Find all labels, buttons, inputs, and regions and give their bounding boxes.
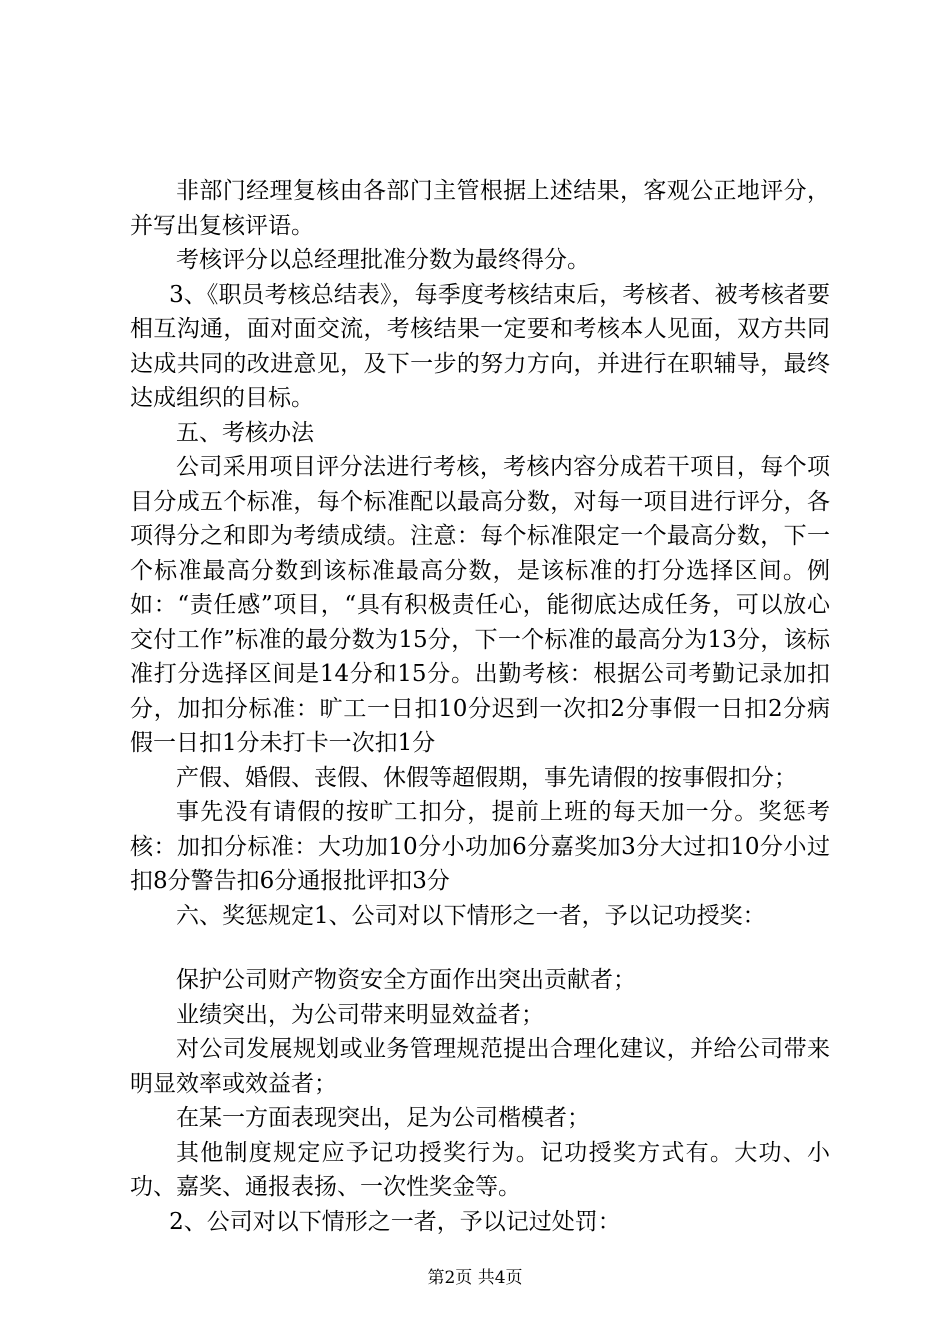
section-heading-assessment-method: 五、考核办法 — [176, 419, 314, 446]
section-heading-penalty-rules: 2、公司对以下情形之一者，予以记过处罚： — [169, 1208, 621, 1235]
document-body — [130, 174, 830, 1239]
list-item-other-rewards: 其他制度规定应予记功授奖行为。记功授奖方式有。大功、小功、嘉奖、通报表扬、一次性奖金等。 — [130, 1139, 830, 1200]
page-number-footer: 第2页 共4页 — [427, 1268, 523, 1288]
paragraph-final-score: 考核评分以总经理批准分数为最终得分。 — [176, 247, 590, 273]
list-item-outstanding-performance: 业绩突出，为公司带来明显效益者； — [176, 1001, 544, 1028]
list-item-role-model: 在某一方面表现突出，足为公司楷模者； — [176, 1105, 590, 1131]
paragraph-reward-penalty-standard: 事先没有请假的按旷工扣分，提前上班的每天加一分。奖惩考核：加扣分标准：大功加10分小功加6分嘉奖加3分大过扣10分小过扣8分警告扣6分通报批评扣3分 — [130, 799, 830, 894]
paragraph-review-scoring: 非部门经理复核由各部门主管根据上述结果，客观公正地评分，并写出复核评语。 — [130, 178, 830, 239]
list-item-property-protection: 保护公司财产物资安全方面作出突出贡献者； — [176, 967, 636, 993]
paragraph-scoring-method: 公司采用项目评分法进行考核，考核内容分成若干项目，每个项目分成五个标准，每个标准配以最高分数，对每一项目进行评分，各项得分之和即为考绩成绩。注意：每个标准限定一个最高分数，下一个标准最高分数到该标准最高分数，是该标准的打分选择区间。例如：“责任感”项目，“具有积极责任心，能彻底达成任务，可以放心交付工作”标准的最分数为15分，下一个标准的最高分为13分，该标准打分选择区间是14分和15分。出勤考核：根据公司考勤记录加扣分，加扣分标准：旷工一日扣10分迟到一次扣2分事假一日扣2分病假一日扣1分未打卡一次扣1分 — [130, 454, 830, 756]
section-heading-reward-rules: 六、奖惩规定1、公司对以下情形之一者，予以记功授奖： — [176, 902, 766, 929]
list-item-reasonable-suggestion: 对公司发展规划或业务管理规范提出合理化建议，并给公司带来明显效率或效益者； — [130, 1036, 830, 1097]
paragraph-summary-table: 3、《职员考核总结表》，每季度考核结束后，考核者、被考核者要相互沟通，面对面交流，考核结果一定要和考核本人见面，双方共同达成共同的改进意见，及下一步的努力方向，并进行在职辅导，最终达成组织的目标。 — [130, 281, 830, 411]
paragraph-leave-deduction: 产假、婚假、丧假、休假等超假期，事先请假的按事假扣分； — [176, 764, 797, 791]
